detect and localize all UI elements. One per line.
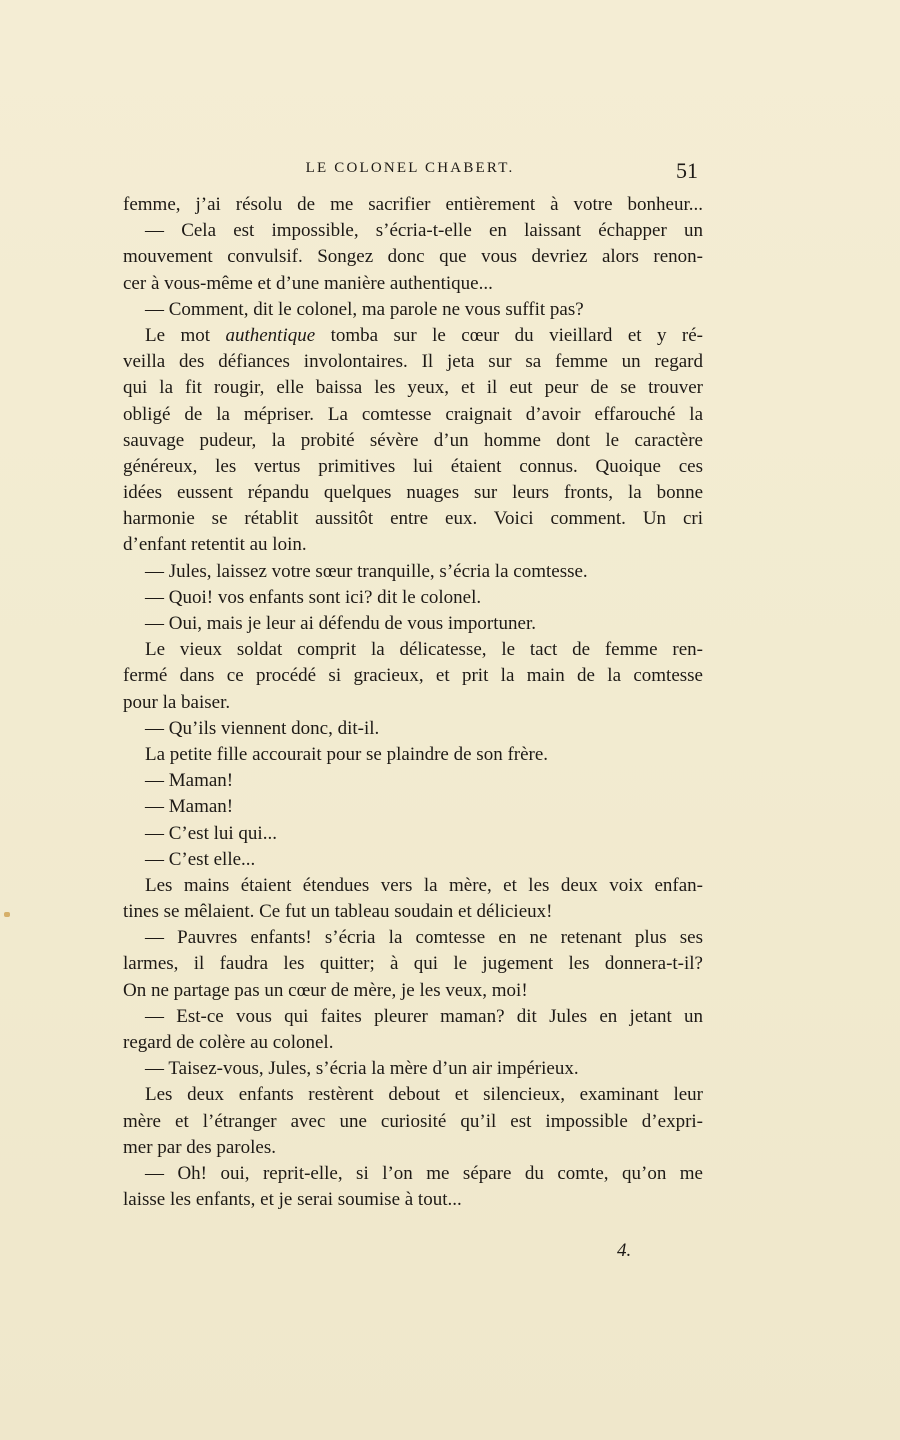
- text-line: — Cela est impossible, s’écria-t-elle en laissant échapper un: [145, 220, 703, 242]
- text-line: — Taisez-vous, Jules, s’écria la mère d’un air impérieux.: [145, 1058, 579, 1080]
- text-line: Le vieux soldat comprit la délicatesse, le tact de femme ren-: [145, 639, 703, 661]
- text-line: — C’est elle...: [145, 848, 256, 870]
- text-line: — C’est lui qui...: [145, 822, 277, 844]
- text-line: — Jules, laissez votre sœur tranquille, s’écria la comtesse.: [145, 560, 588, 582]
- text-line: obligé de la mépriser. La comtesse craignait d’avoir effarouché la: [123, 403, 703, 425]
- text-line: Les mains étaient étendues vers la mère, et les deux voix enfan-: [145, 874, 703, 896]
- signature-mark: 4.: [617, 1240, 632, 1261]
- text-line: La petite fille accourait pour se plaindre de son frère.: [145, 743, 549, 765]
- text-line: — Quoi! vos enfants sont ici? dit le colonel.: [145, 586, 482, 608]
- text-line: — Oui, mais je leur ai défendu de vous importuner.: [145, 613, 536, 634]
- text-line: pour la baiser.: [123, 691, 231, 713]
- text-line: On ne partage pas un cœur de mère, je les veux, moi!: [123, 979, 528, 1001]
- text-line: — Qu’ils viennent donc, dit-il.: [145, 717, 380, 739]
- text-line: Les deux enfants restèrent debout et silencieux, examinant leur: [145, 1084, 703, 1106]
- text-line: harmonie se rétablit aussitôt entre eux. Voici comment. Un cri: [123, 508, 703, 530]
- text-line: — Maman!: [145, 770, 234, 792]
- text-line: sauvage pudeur, la probité sévère d’un homme dont le caractère: [123, 429, 703, 451]
- paper-stain: [4, 912, 10, 917]
- page-number: 51: [676, 158, 698, 183]
- text-line: femme, j’ai résolu de me sacrifier entièrement à votre bonheur...: [123, 194, 703, 215]
- text-line: mouvement convulsif. Songez donc que vous devriez alors renon-: [123, 246, 703, 268]
- text-line: — Comment, dit le colonel, ma parole ne vous suffit pas?: [145, 298, 584, 320]
- body-text: [123, 192, 703, 1213]
- text-line: fermé dans ce procédé si gracieux, et prit la main de la comtesse: [123, 665, 703, 687]
- text-line: mer par des paroles.: [123, 1136, 276, 1158]
- emphasized-word: authentique: [225, 324, 316, 346]
- text-line: veilla des défiances involontaires. Il jeta sur sa femme un regard: [123, 351, 703, 373]
- text-line: qui la fit rougir, elle baissa les yeux, et il eut peur de se trouver: [123, 377, 703, 399]
- text-line: — Oh! oui, reprit-elle, si l’on me sépare du comte, qu’on me: [145, 1162, 703, 1184]
- text-line: laisse les enfants, et je serai soumise à tout...: [123, 1189, 462, 1211]
- text-line: regard de colère au colonel.: [123, 1032, 334, 1053]
- text-line: idées eussent répandu quelques nuages sur leurs fronts, la bonne: [123, 482, 703, 504]
- text-line: cer à vous-même et d’une manière authentique...: [123, 272, 493, 294]
- running-title: LE COLONEL CHABERT.: [305, 160, 515, 176]
- text-line: — Pauvres enfants! s’écria la comtesse en ne retenant plus ses: [145, 927, 703, 949]
- text-line: mère et l’étranger avec une curiosité qu’il est impossible d’expri-: [123, 1110, 703, 1132]
- text-line: — Maman!: [145, 796, 234, 818]
- text-line: tines se mêlaient. Ce fut un tableau soudain et délicieux!: [123, 901, 553, 923]
- text-line: — Est-ce vous qui faites pleurer maman? dit Jules en jetant un: [145, 1005, 703, 1027]
- text-line: d’enfant retentit au loin.: [123, 534, 307, 556]
- text-line: Le mot authentique tomba sur le cœur du vieillard et y ré-: [145, 324, 703, 346]
- text-line: larmes, il faudra les quitter; à qui le jugement les donnera-t-il?: [123, 953, 703, 975]
- text-line: généreux, les vertus primitives lui étaient connus. Quoique ces: [123, 455, 703, 477]
